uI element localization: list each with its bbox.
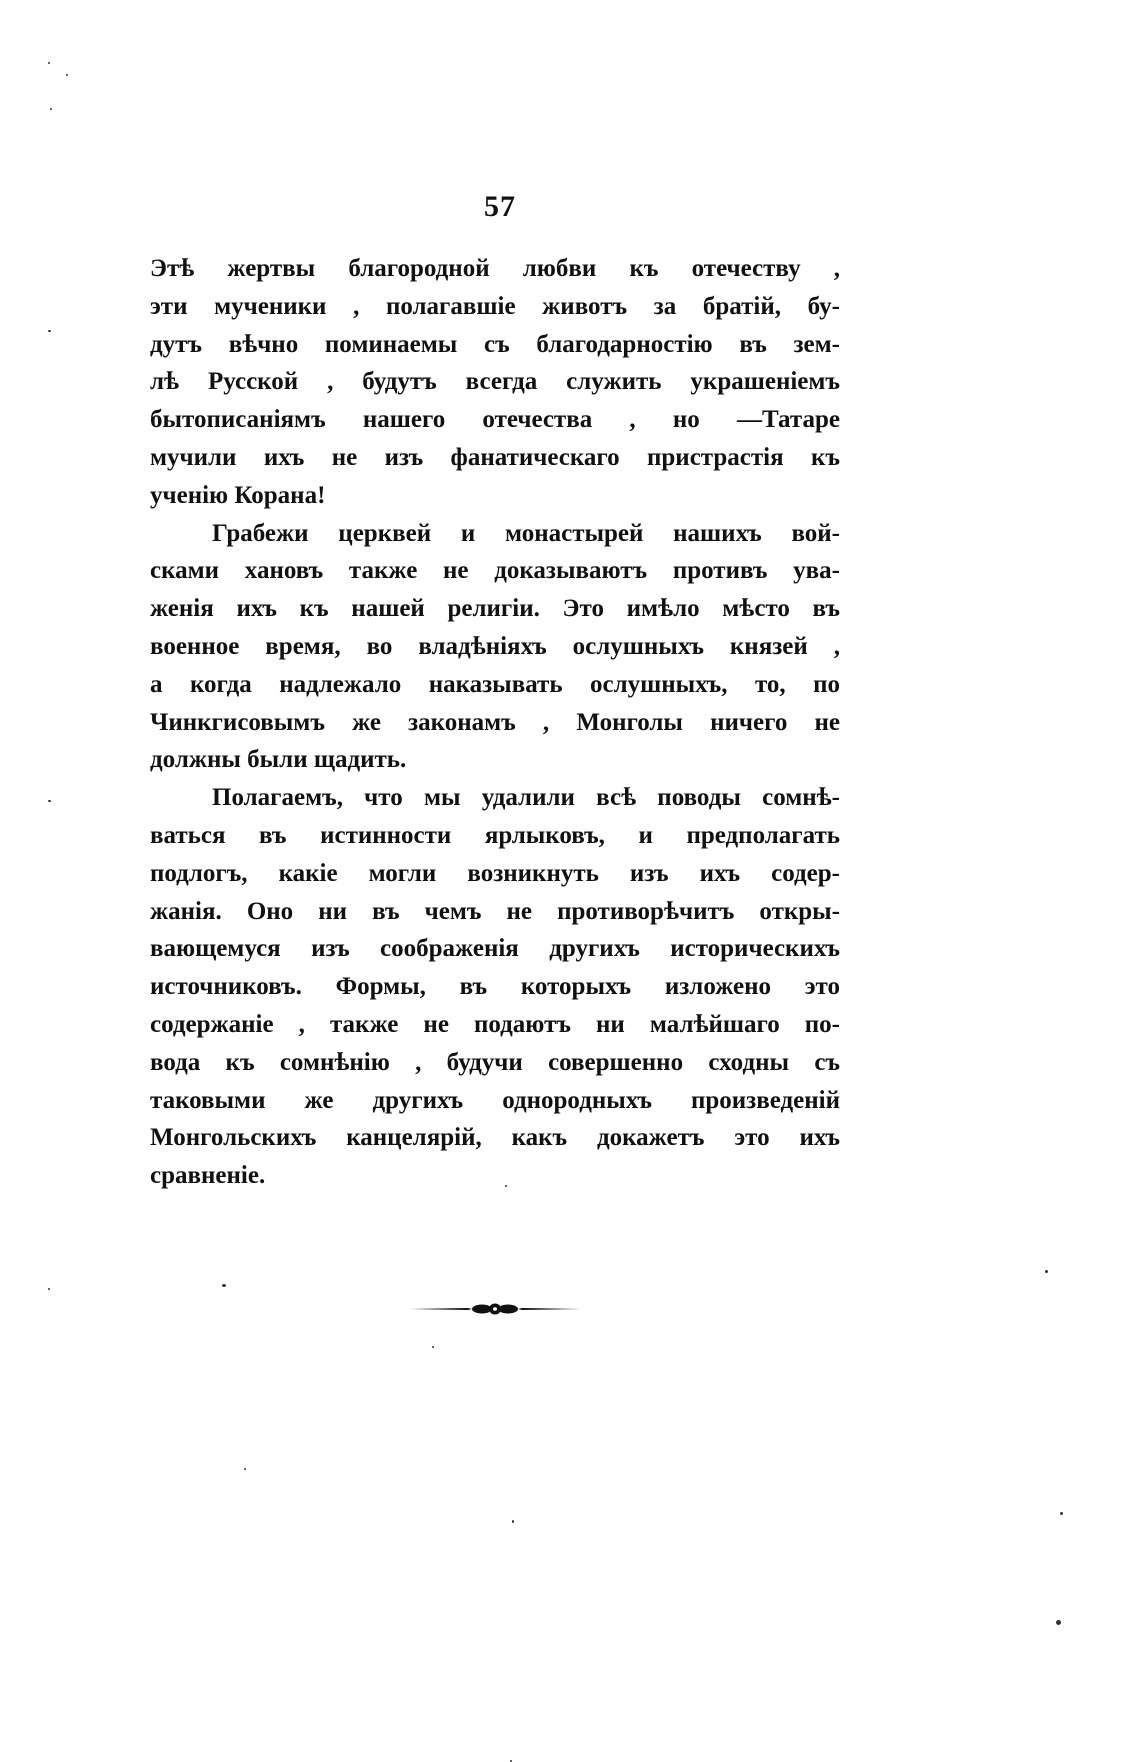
text-line: а когда надлежало наказывать ослушныхъ, то, по	[150, 670, 840, 698]
scan-speck	[48, 62, 50, 64]
text-line: сравненіе.	[150, 1162, 266, 1190]
text-line: содержаніе , также не подаютъ ни малѣйшаго по-	[150, 1010, 840, 1038]
text-line: Этѣ жертвы благородной любви къ отечеству ,	[150, 255, 840, 282]
text-line: подлогъ, какіе могли возникнуть изъ ихъ содер-	[150, 859, 840, 887]
text-line: дутъ вѣчно поминаемы съ благодарностію въ зем-	[150, 330, 840, 358]
text-line: источниковъ. Формы, въ которыхъ изложено это	[150, 973, 840, 1001]
text-line: вающемуся изъ соображенія другихъ историческихъ	[150, 935, 840, 963]
scan-speck	[1060, 1512, 1063, 1515]
body-text	[150, 250, 840, 1195]
scan-speck	[1045, 1270, 1048, 1273]
scan-speck	[512, 1520, 514, 1523]
text-line: мучили ихъ не изъ фанатическаго пристрастія къ	[150, 443, 840, 471]
text-line: ваться въ истинности ярлыковъ, и предполагать	[150, 821, 840, 849]
text-line: лѣ Русской , будутъ всегда служить украшеніемъ	[150, 368, 840, 396]
scan-speck	[66, 74, 68, 76]
text-line: жанія. Оно ни въ чемъ не противорѣчитъ откры-	[150, 897, 840, 925]
text-line: женія ихъ къ нашей религіи. Это имѣло мѣсто въ	[150, 595, 840, 623]
text-line: Монгольскихъ канцелярій, какъ докажетъ это ихъ	[150, 1124, 840, 1152]
paragraph-3	[150, 779, 840, 1195]
text-line: Чинкгисовымъ же законамъ , Монголы ничего не	[150, 708, 840, 736]
scan-speck	[222, 1284, 226, 1287]
scan-speck	[244, 1468, 246, 1470]
scan-speck	[48, 1288, 50, 1290]
scan-speck	[48, 330, 51, 332]
scan-speck	[505, 1185, 507, 1187]
text-line: ученію Корана!	[150, 481, 326, 509]
paragraph-1	[150, 250, 840, 515]
scan-speck	[432, 1346, 434, 1348]
text-line: бытописаніямъ нашего отечества , но —Татаре	[150, 406, 840, 434]
tailpiece-ornament-icon	[410, 1302, 580, 1316]
text-line: вода къ сомнѣнію , будучи совершенно сходны съ	[150, 1048, 840, 1076]
text-line: таковыми же другихъ однородныхъ произведеній	[150, 1086, 840, 1114]
page-number: 57	[484, 190, 516, 223]
scan-speck	[48, 800, 51, 802]
text-line: военное время, во владѣніяхъ ослушныхъ князей ,	[150, 632, 840, 660]
text-line: должны были щадить.	[150, 746, 407, 774]
text-line: сками хановъ также не доказываютъ противъ ува-	[150, 557, 840, 585]
paragraph-2	[150, 515, 840, 780]
text-line: Полагаемъ, что мы удалили всѣ поводы сомнѣ-	[212, 784, 840, 812]
scan-speck	[1056, 1620, 1061, 1625]
scan-speck	[50, 108, 52, 110]
text-line: Грабежи церквей и монастырей нашихъ вой-	[212, 519, 840, 547]
text-line: эти мученики , полагавшіе животъ за братій, бу-	[150, 292, 840, 320]
